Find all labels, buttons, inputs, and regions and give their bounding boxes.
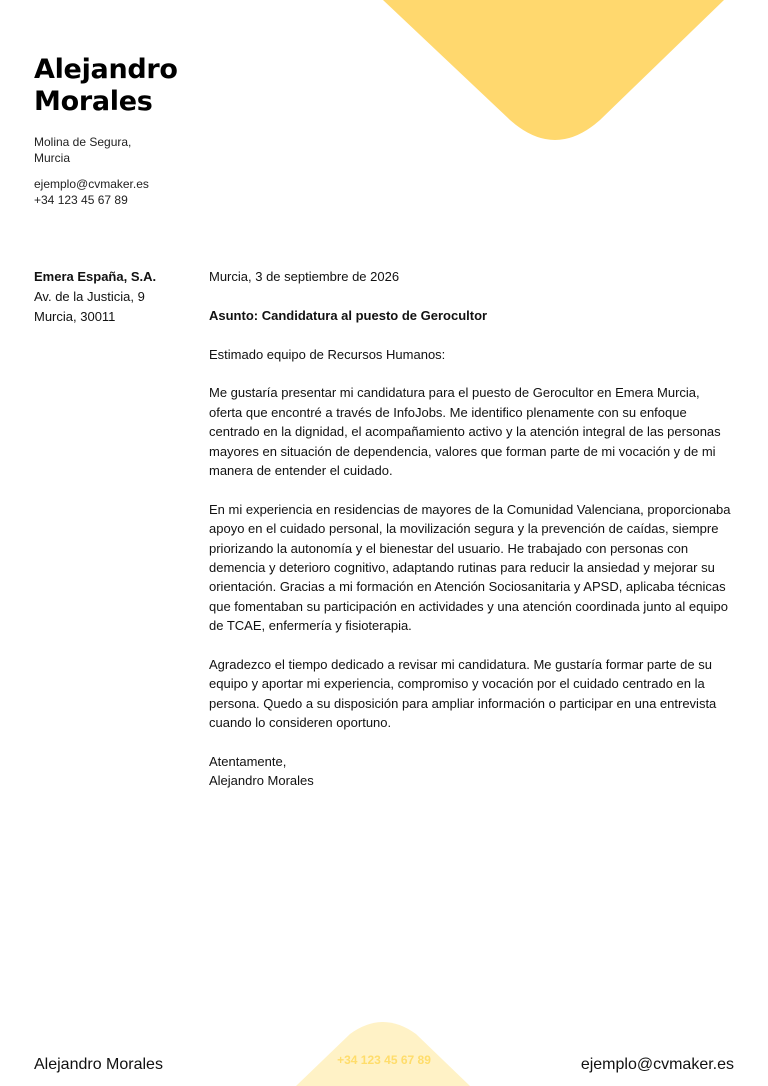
sender-name xyxy=(34,54,178,118)
sender-first-name: Alejandro xyxy=(34,54,178,85)
recipient-street: Av. de la Justicia, 9 xyxy=(34,289,145,304)
recipient-company: Emera España, S.A. xyxy=(34,269,157,284)
letter-paragraph-3: Agradezco el tiempo dedicado a revisar mi candidatura. Me gustaría formar parte de su equipo y aportar mi experiencia, compromiso y vocación por el cuidado centrado en la persona. Quedo a su disposición para ampliar información o participar en una entrevista cuando lo consideren oportuno. xyxy=(209,657,717,731)
sender-phone: +34 123 45 67 89 xyxy=(34,193,128,207)
letter-signature: Alejandro Morales xyxy=(209,773,314,789)
footer-name: Alejandro Morales xyxy=(34,1056,163,1073)
letter-body xyxy=(209,267,731,791)
footer-phone: +34 123 45 67 89 xyxy=(337,1053,431,1067)
sender-city: Molina de Segura, xyxy=(34,135,132,149)
letter-subject: Asunto: Candidatura al puesto de Gerocultor xyxy=(209,307,488,323)
letter-closing: Atentamente, xyxy=(209,754,287,770)
sender-address xyxy=(34,134,131,166)
sender-contact xyxy=(34,176,149,208)
recipient-block xyxy=(34,267,194,327)
footer-email: ejemplo@cvmaker.es xyxy=(580,1056,734,1073)
letter-date: Murcia, 3 de septiembre de 2026 xyxy=(209,269,400,284)
sender-email: ejemplo@cvmaker.es xyxy=(34,177,149,191)
recipient-city: Murcia, 30011 xyxy=(34,309,116,324)
letter-closing-block xyxy=(209,752,731,791)
letter-paragraph-2: En mi experiencia en residencias de mayores de la Comunidad Valenciana, proporcionaba apoyo en el cuidado personal, la movilización segura y la prevención de caídas, siempre priorizando la autonomía y el bienestar del usuario. He trabajado con personas con demencia y deterioro cognitivo, adaptando rutinas para reducir la ansiedad y mejorar su orientación. Gracias a mi formación en Atención Sociosanitaria y APSD, aplicaba técnicas que fomentaban su participación en actividades y una atención coordinada junto al equipo de TCAE, enfermería y fisioterapia. xyxy=(209,501,731,634)
letter-paragraph-1: Me gustaría presentar mi candidatura para el puesto de Gerocultor en Emera Murcia, oferta que encontré a través de InfoJobs. Me identifico plenamente con su enfoque centrado en la dignidad, el acompañamiento activo y la atención integral de las personas mayores en situación de dependencia, valores que forman parte de mi vocación y de mi manera de entender el cuidado. xyxy=(209,385,721,479)
sender-region: Murcia xyxy=(34,151,71,165)
sender-last-name: Morales xyxy=(34,86,153,117)
letter-greeting: Estimado equipo de Recursos Humanos: xyxy=(209,346,446,362)
